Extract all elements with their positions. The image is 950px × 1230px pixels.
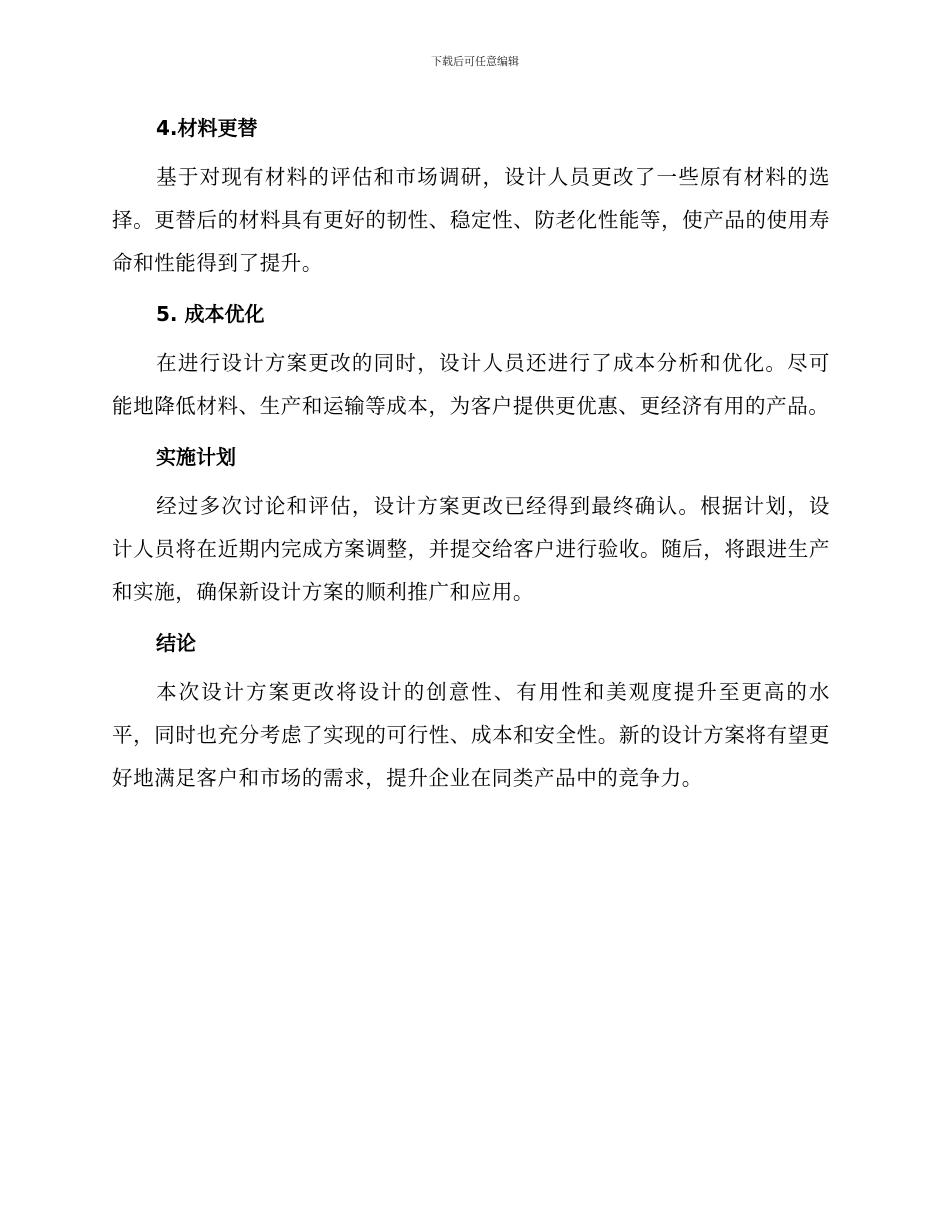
section-paragraph-conclusion: 本次设计方案更改将设计的创意性、有用性和美观度提升至更高的水平，同时也充分考虑了实现的可行性、成本和安全性。新的设计方案将有望更好地满足客户和市场的需求，提升企业在同类产品中的竞争力。: [112, 680, 830, 790]
section-paragraph-implementation-plan: 经过多次讨论和评估，设计方案更改已经得到最终确认。根据计划，设计人员将在近期内完成方案调整，并提交给客户进行验收。随后，将跟进生产和实施，确保新设计方案的顺利推广和应用。: [112, 494, 830, 604]
section-heading-conclusion: 结论: [156, 631, 196, 655]
section-heading-material-replacement: 4.材料更替: [156, 116, 258, 140]
section-paragraph-cost-optimization: 在进行设计方案更改的同时，设计人员还进行了成本分析和优化。尽可能地降低材料、生产和运输等成本，为客户提供更优惠、更经济有用的产品。: [112, 351, 830, 418]
document-body: [112, 109, 830, 810]
section-heading-implementation-plan: 实施计划: [156, 445, 236, 469]
page-header: 下载后可任意编辑: [431, 55, 519, 68]
section-paragraph-material-replacement: 基于对现有材料的评估和市场调研，设计人员更改了一些原有材料的选择。更替后的材料具有更好的韧性、稳定性、防老化性能等，使产品的使用寿命和性能得到了提升。: [112, 165, 830, 275]
section-heading-cost-optimization: 5. 成本优化: [156, 302, 265, 326]
